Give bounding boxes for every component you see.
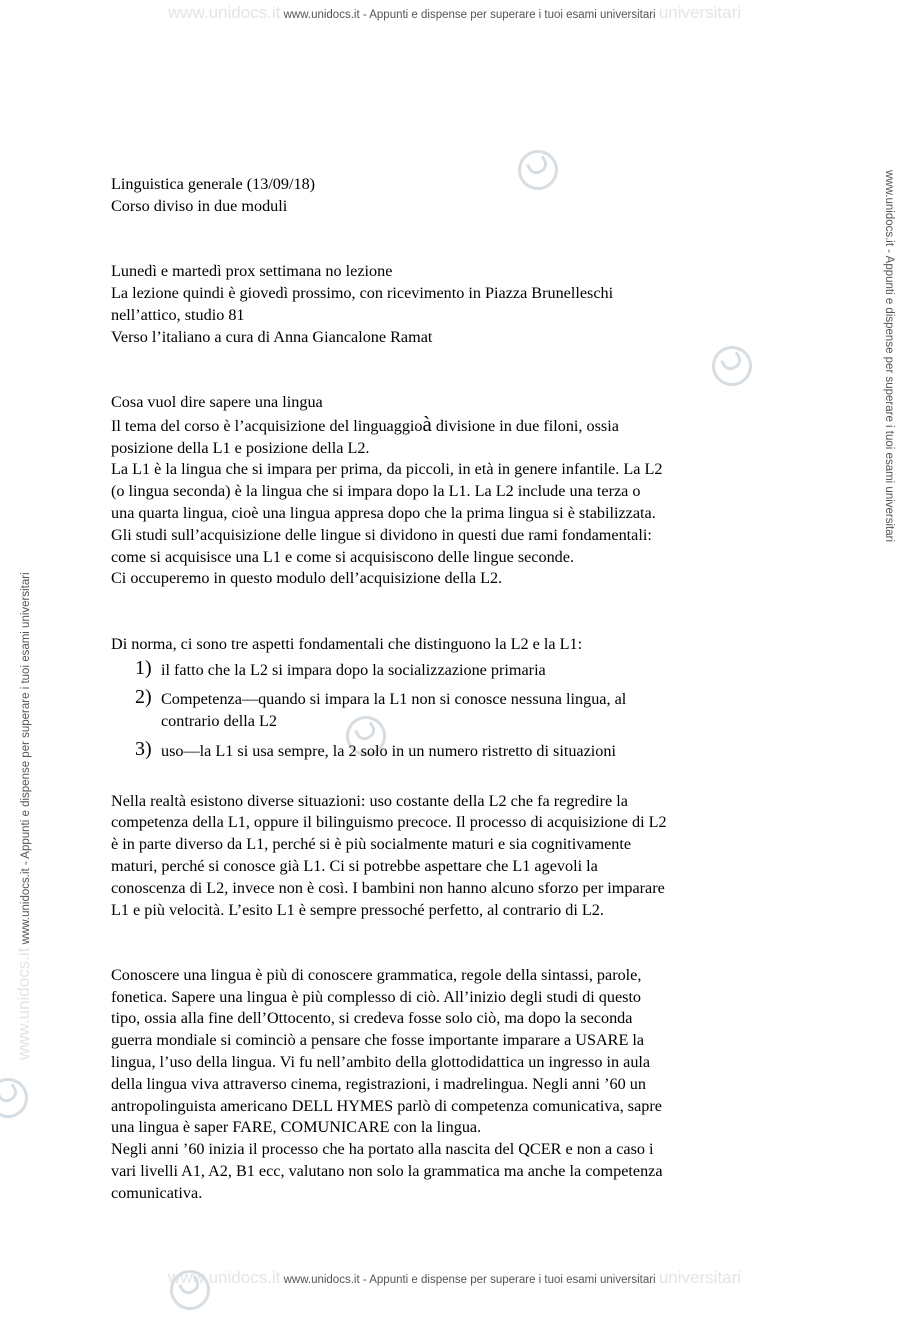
watermark-text: www.unidocs.it - Appunti e dispense per superare i tuoi esami universitari [20,572,32,945]
watermark-ghost-left: www.unidocs.it [167,3,281,22]
aspects-list [111,656,791,763]
watermark-ghost-right: universitari [658,3,742,22]
list-item [111,656,791,682]
watermark-text: www.unidocs.it - Appunti e dispense per superare i tuoi esami universitari [883,170,895,543]
text-run: divisione in due filoni, ossia [431,416,619,435]
paragraph-line: una lingua è saper FARE, COMUNICARE con la lingua. [111,1118,482,1137]
paragraph-line: L1 e più velocità. L’esito L1 è sempre pressoché perfetto, al contrario di L2. [111,900,604,919]
list-item [111,737,791,763]
list-item-text: il fatto che la L2 si impara dopo la socializzazione primaria [161,660,546,679]
paragraph-line: Negli anni ’60 inizia il processo che ha portato alla nascita del QCER e non a caso i [111,1140,654,1159]
unidocs-logo-icon [0,1071,35,1126]
paragraph-line: Ci occuperemo in questo modulo dell’acquisizione della L2. [111,569,503,588]
paragraph-line: Gli studi sull’acquisizione delle lingue si dividono in questi due rami fondamentali: [111,525,652,544]
text-run: Il tema del corso è l’acquisizione del linguaggio [111,416,423,435]
paragraph-line: della lingua viva attraverso cinema, registrazioni, i madrelingua. Negli anni ’60 un [111,1074,646,1093]
document-body [111,174,791,1205]
section-heading: Cosa vuol dire sapere una lingua [111,392,323,411]
watermark-ghost-right: universitari [658,1268,742,1287]
note-line: Verso l’italiano a cura di Anna Giancalone Ramat [111,327,433,346]
paragraph-line: fonetica. Sapere una lingua è più complesso di ciò. All’inizio degli studi di questo [111,987,642,1006]
list-number: 3) [135,737,152,760]
paragraph-line: comunicativa. [111,1183,203,1202]
paragraph-line [111,411,791,438]
list-item [111,686,791,733]
paragraph-line: La L1 è la lingua che si impara per prima, da piccoli, in età in genere infantile. La L2 [111,460,663,479]
paragraph-line: una quarta lingua, cioè una lingua appresa dopo che la prima lingua si è stabilizzata. [111,503,656,522]
list-number: 2) [135,686,152,709]
document-title: Linguistica generale (13/09/18) [111,175,316,193]
paragraph-line: lingua, l’uso della lingua. Vi fu nell’ambito della glottodidattica un ingresso in aula [111,1053,651,1072]
list-item-text: Competenza—quando si impara la L1 non si conosce nessuna lingua, al [161,690,627,709]
document-subtitle: Corso diviso in due moduli [111,196,288,215]
note-line: Lunedì e martedì prox settimana no lezione [111,262,393,281]
paragraph-line: maturi, perché si conosce già L1. Ci si potrebbe aspettare che L1 agevoli la [111,856,598,875]
watermark-bottom [0,1268,909,1288]
paragraph-line: tipo, ossia alla fine dell’Ottocento, si credeva fosse solo ciò, ma dopo la seconda [111,1009,633,1028]
watermark-ghost-left: www.unidocs.it [167,1268,281,1287]
paragraph-line: guerra mondiale si cominciò a pensare che fosse importante imparare a USARE la [111,1031,645,1050]
list-intro: Di norma, ci sono tre aspetti fondamentali che distinguono la L2 e la L1: [111,634,583,653]
paragraph-line: Conoscere una lingua è più di conoscere grammatica, regole della sintassi, parole, [111,965,642,984]
paragraph-line: (o lingua seconda) è la lingua che si impara dopo la L1. La L2 include una terza o [111,482,641,501]
list-number: 1) [135,656,152,679]
watermark-ghost-left: www.unidocs.it [14,947,33,1060]
paragraph-line: antropolinguista americano DELL HYMES parlò di competenza comunicativa, sapre [111,1096,662,1115]
watermark-right [883,170,895,970]
watermark-left [14,260,34,1060]
note-line: nell’attico, studio 81 [111,305,245,324]
list-item-text: uso—la L1 si usa sempre, la 2 solo in un numero ristretto di situazioni [161,741,616,760]
list-item-text: contrario della L2 [161,712,277,731]
paragraph-line: competenza della L1, oppure il bilinguismo precoce. Il processo di acquisizione di L2 [111,813,667,832]
watermark-text: www.unidocs.it - Appunti e dispense per superare i tuoi esami universitari [283,1274,656,1286]
watermark-text: www.unidocs.it - Appunti e dispense per superare i tuoi esami universitari [283,9,656,21]
paragraph-line: come si acquisisce una L1 e come si acquisiscono delle lingue seconde. [111,547,574,566]
paragraph-line: è in parte diverso da L1, perché si è più socialmente maturi e sia cognitivamente [111,835,632,854]
paragraph-line: Nella realtà esistono diverse situazioni: uso costante della L2 che fa regredire la [111,791,628,810]
note-line: La lezione quindi è giovedì prossimo, con ricevimento in Piazza Brunelleschi [111,283,614,302]
symbol-glyph: à [422,411,432,436]
paragraph-line: conoscenza di L2, invece non è così. I bambini non hanno alcuno sforzo per imparare [111,878,665,897]
paragraph-line: vari livelli A1, A2, B1 ecc, valutano non solo la grammatica ma anche la competenza [111,1162,663,1181]
watermark-top [0,3,909,23]
paragraph-line: posizione della L1 e posizione della L2. [111,438,370,457]
